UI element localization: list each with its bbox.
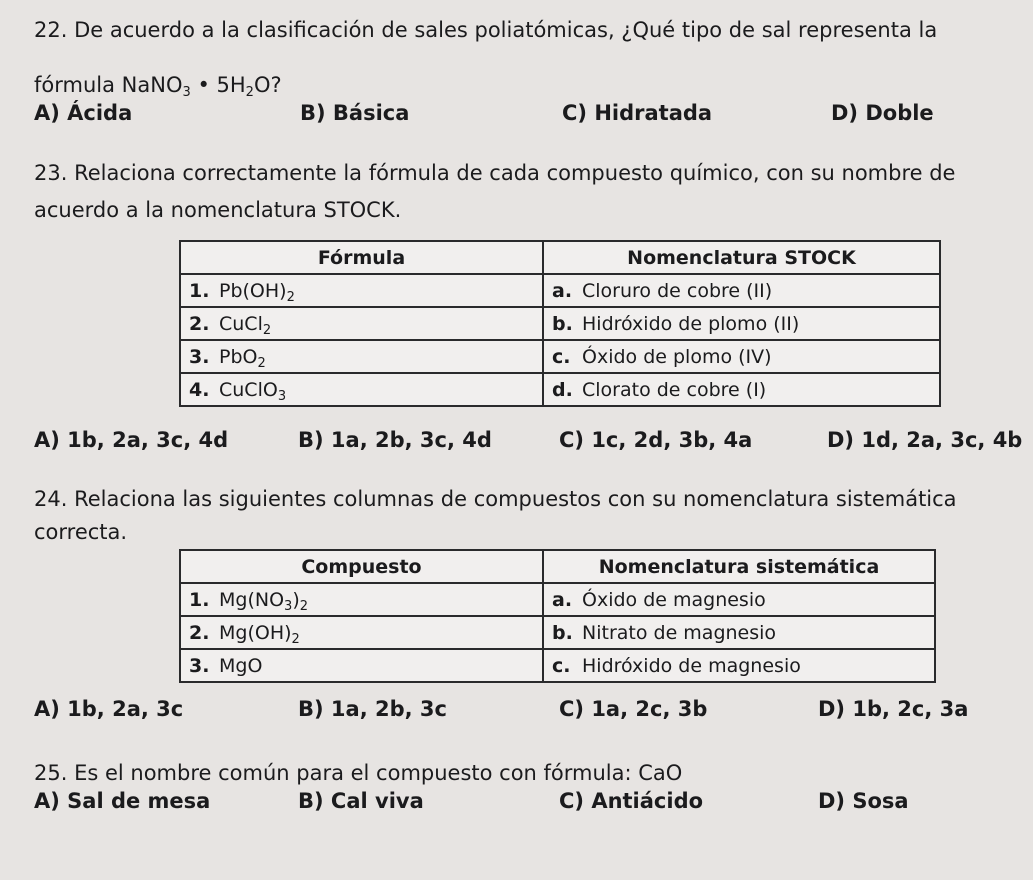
q24-option-a[interactable]: A) 1b, 2a, 3c [34,697,184,721]
question-22-options [34,101,1024,131]
question-25-line-1: 25. Es el nombre común para el compuesto con fórmula: CaO [34,761,683,785]
q25-option-a[interactable]: A) Sal de mesa [34,789,211,813]
q22-option-a[interactable]: A) Ácida [34,101,133,125]
question-25-options [34,789,1024,819]
question-23-options [34,428,1024,458]
table-row [180,373,940,406]
column-header-systematic: Nomenclatura sistemática [543,550,935,583]
q22-option-d[interactable]: D) Doble [831,101,934,125]
name-cell: a. Cloruro de cobre (II) [543,274,940,307]
q25-option-d[interactable]: D) Sosa [818,789,909,813]
table-row [180,616,935,649]
name-cell: c. Óxido de plomo (IV) [543,340,940,373]
formula-cell: 3. MgO [180,649,543,682]
stock-table [179,240,941,407]
q24-option-b[interactable]: B) 1a, 2b, 3c [298,697,447,721]
q24-option-c[interactable]: C) 1a, 2c, 3b [559,697,708,721]
q22-option-c[interactable]: C) Hidratada [562,101,713,125]
question-24-line-2: correcta. [34,520,128,544]
table-row [180,583,935,616]
table-row [180,340,940,373]
q22-option-b[interactable]: B) Básica [300,101,410,125]
q23-option-c[interactable]: C) 1c, 2d, 3b, 4a [559,428,753,452]
column-header-stock: Nomenclatura STOCK [543,241,940,274]
question-22-line-1: 22. De acuerdo a la clasificación de sales poliatómicas, ¿Qué tipo de sal representa la [34,18,938,42]
name-cell: a. Óxido de magnesio [543,583,935,616]
q23-option-d[interactable]: D) 1d, 2a, 3c, 4b [827,428,1023,452]
question-24-options [34,697,1024,727]
name-cell: b. Hidróxido de plomo (II) [543,307,940,340]
systematic-table [179,549,936,683]
column-header-compound: Compuesto [180,550,543,583]
formula-cell: 4. CuClO$_3$ [180,373,543,406]
name-cell: d. Clorato de cobre (I) [543,373,940,406]
column-header-formula: Fórmula [180,241,543,274]
question-23-line-1: 23. Relaciona correctamente la fórmula de cada compuesto químico, con su nombre de [34,161,956,185]
formula-cell: 1. $Mg(NO_3)_2$ [180,583,543,616]
table-header-row [180,241,940,274]
q25-option-b[interactable]: B) Cal viva [298,789,424,813]
table-row [180,649,935,682]
name-cell: b. Nitrato de magnesio [543,616,935,649]
q23-option-a[interactable]: A) 1b, 2a, 3c, 4d [34,428,229,452]
formula-cell: 3. PbO$_2$ [180,340,543,373]
table-row [180,274,940,307]
table-header-row [180,550,935,583]
table-row [180,307,940,340]
formula-cell: 2. CuCl$_2$ [180,307,543,340]
question-22-line-2: fórmula NaNO$_3$ • $5H_2O$? [34,73,282,100]
question-23-line-2: acuerdo a la nomenclatura STOCK. [34,198,402,222]
q25-option-c[interactable]: C) Antiácido [559,789,704,813]
formula-cell: 2. $Mg(OH)_2$ [180,616,543,649]
q24-option-d[interactable]: D) 1b, 2c, 3a [818,697,969,721]
formula-cell: 1. $Pb(OH)_2$ [180,274,543,307]
q23-option-b[interactable]: B) 1a, 2b, 3c, 4d [298,428,492,452]
question-24-line-1: 24. Relaciona las siguientes columnas de compuestos con su nomenclatura sistemática [34,487,957,511]
question-22-formula: NaNO$_3$ • $5H_2O$ [121,73,271,100]
question-22-prefix: fórmula [34,73,122,97]
name-cell: c. Hidróxido de magnesio [543,649,935,682]
